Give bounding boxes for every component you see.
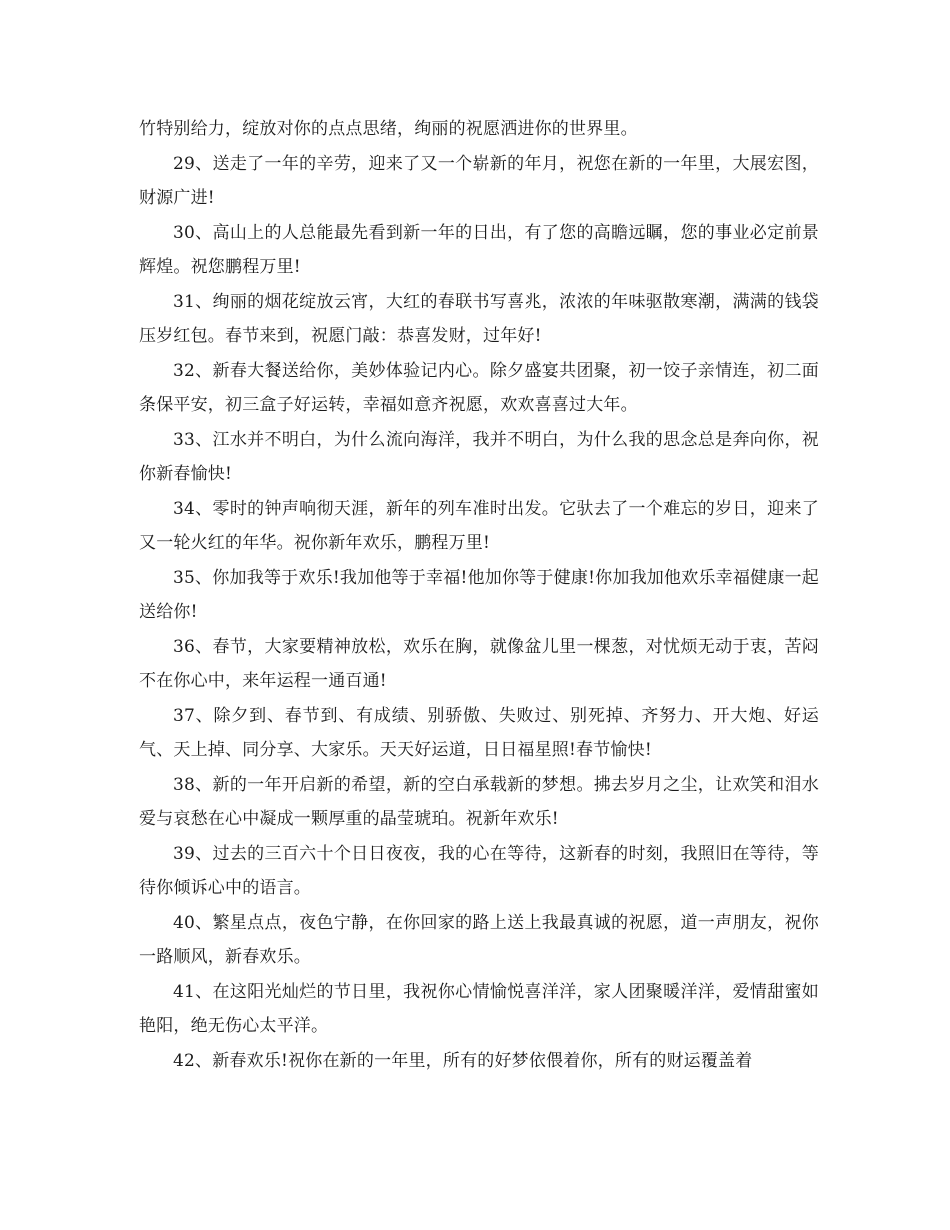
paragraph: 37、除夕到、春节到、有成绩、别骄傲、失败过、别死掉、齐努力、开大炮、好运气、天上掉、同分享、大家乐。天天好运道，日日福星照!春节愉快!: [139, 705, 819, 760]
paragraph: 竹特别给力，绽放对你的点点思绪，绚丽的祝愿洒进你的世界里。: [139, 119, 638, 139]
paragraph: 41、在这阳光灿烂的节日里，我祝你心情愉悦喜洋洋，家人团聚暖洋洋，爱情甜蜜如艳阳，绝无伤心太平洋。: [139, 981, 819, 1036]
paragraph: 42、新春欢乐!祝你在新的一年里，所有的好梦依偎着你，所有的财运覆盖着: [173, 1050, 753, 1071]
paragraph: 40、繁星点点，夜色宁静，在你回家的路上送上我最真诚的祝愿，道一声朋友，祝你一路顺风，新春欢乐。: [139, 912, 819, 967]
paragraph: 31、绚丽的烟花绽放云宵，大红的春联书写喜兆，浓浓的年味驱散寒潮，满满的钱袋压岁红包。春节来到，祝愿门敲：恭喜发财，过年好!: [139, 291, 819, 346]
paragraph: 30、高山上的人总能最先看到新一年的日出，有了您的高瞻远瞩，您的事业必定前景辉煌。祝您鹏程万里!: [139, 222, 819, 277]
paragraph: 39、过去的三百六十个日日夜夜，我的心在等待，这新春的时刻，我照旧在等待，等待你倾诉心中的语言。: [139, 843, 819, 898]
paragraph: 33、江水并不明白，为什么流向海洋，我并不明白，为什么我的思念总是奔向你，祝你新春愉快!: [139, 429, 819, 484]
document-body: [139, 112, 819, 1078]
paragraph: 36、春节，大家要精神放松，欢乐在胸，就像盆儿里一棵葱，对忧烦无动于衷，苦闷不在你心中，来年运程一通百通!: [139, 636, 819, 691]
paragraph: 32、新春大餐送给你，美妙体验记内心。除夕盛宴共团聚，初一饺子亲情连，初二面条保平安，初三盒子好运转，幸福如意齐祝愿，欢欢喜喜过大年。: [139, 360, 819, 415]
paragraph: 38、新的一年开启新的希望，新的空白承载新的梦想。拂去岁月之尘，让欢笑和泪水爱与哀愁在心中凝成一颗厚重的晶莹琥珀。祝新年欢乐!: [139, 774, 819, 829]
paragraph: 35、你加我等于欢乐!我加他等于幸福!他加你等于健康!你加我加他欢乐幸福健康一起送给你!: [139, 567, 819, 622]
paragraph: 29、送走了一年的辛劳，迎来了又一个崭新的年月，祝您在新的一年里，大展宏图，财源广进!: [139, 153, 819, 208]
paragraph: 34、零时的钟声响彻天涯，新年的列车准时出发。它驮去了一个难忘的岁日，迎来了又一轮火红的年华。祝你新年欢乐，鹏程万里!: [139, 498, 819, 553]
